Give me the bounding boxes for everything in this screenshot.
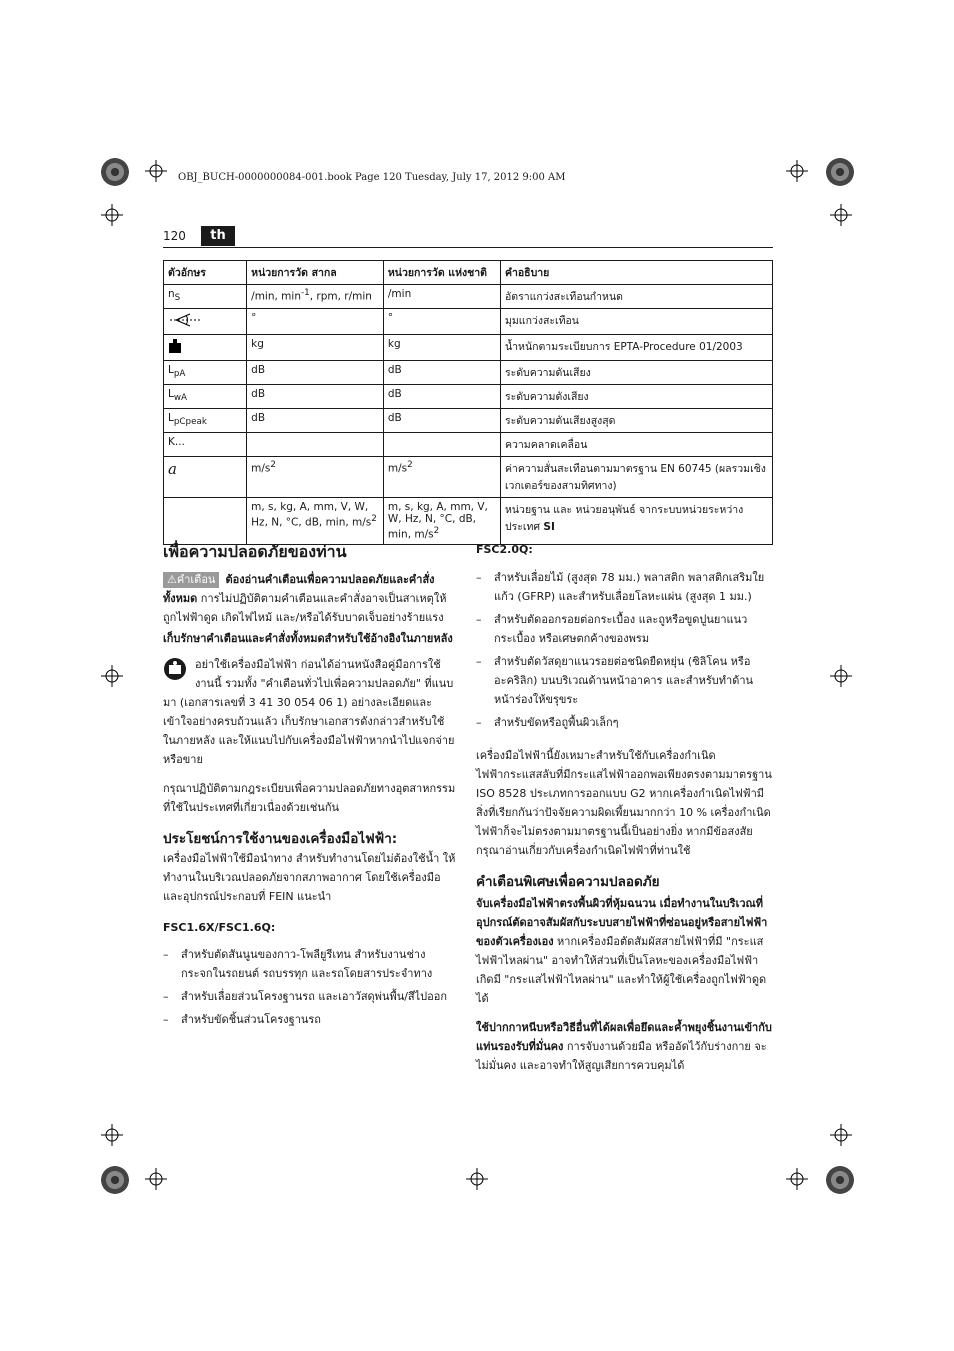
list-item: – สำหรับตัดออกรอยต่อกระเบื้อง และถูหรือขูดปูนยาแนวกระเบื้อง หรือเศษตกค้างของพรม bbox=[476, 610, 773, 648]
crosshair-mark bbox=[786, 160, 808, 182]
nat-unit: dB bbox=[383, 385, 500, 409]
table-row bbox=[164, 409, 773, 433]
symbol-sub: pCpeak bbox=[173, 417, 207, 428]
description: ความคลาดเคลื่อน bbox=[500, 433, 772, 457]
table-row bbox=[164, 309, 773, 335]
list-item: – สำหรับตัดสันนูนของกาว-โพลียูรีเทน สำหรับงานช่างกระจกในรถยนต์ รถบรรทุก และรถโดยสารประจำทาง bbox=[163, 945, 457, 983]
crosshair-mark bbox=[830, 204, 852, 226]
intl-unit: /min, min bbox=[251, 290, 301, 303]
symbol: L bbox=[168, 388, 174, 400]
oscillation-angle-icon bbox=[168, 312, 202, 328]
regulations-text: กรุณาปฏิบัติตามกฎระเบียบเพื่อความปลอดภัยทางอุตสาหกรรมที่ใช้ในประเทศที่เกี่ยวเนื่องด้วยเช่นกัน bbox=[163, 782, 456, 814]
special1-bold: จับเครื่องมือไฟฟ้าตรงพื้นผิวที่หุ้มฉนวน เมื่อทำงานในบริเวณที่อุปกรณ์ตัดอาจสัมผัสกับระบบสายไฟฟ้าที่ซ่อนอยู่หรือสายไฟฟ้าของตัวเครื่องเอง bbox=[476, 897, 768, 948]
special2-bold: ใช้ปากกาหนีบหรือวิธีอื่นที่ได้ผลเพื่อยึดและค้ำพยุงชิ้นงานเข้ากับแท่นรองรับที่มั่นคง bbox=[476, 1021, 772, 1053]
warning-badge: ⚠คำเตือน bbox=[163, 572, 219, 588]
description: ระดับความดันเสียงสูงสุด bbox=[500, 409, 772, 433]
list-item: – สำหรับขัดหรือถูพื้นผิวเล็กๆ bbox=[476, 713, 773, 732]
file-info: OBJ_BUCH-0000000084-001.book Page 120 Tuesday, July 17, 2012 9:00 AM bbox=[178, 172, 566, 183]
crosshair-mark bbox=[101, 1124, 123, 1146]
symbol: a bbox=[164, 457, 247, 498]
list-item: – สำหรับเลื่อยไม้ (สูงสุด 78 มม.) พลาสติก พลาสติกเสริมใยแก้ว (GFRP) และสำหรับเลื่อยโลหะแผ่น (สูงสุด 1 มม.) bbox=[476, 568, 773, 606]
read-manual-text: อย่าใช้เครื่องมือไฟฟ้า ก่อนได้อ่านหนังสือคู่มือการใช้งานนี้ รวมทั้ง "คำเตือนทั่วไปเพื่อความปลอดภัย" ที่แนบมา (เอกสารเลขที่ 3 41 30 054 06 1) อย่างละเอียดและเข้าใจอย่างครบถ้วนแล้ว เก็บรักษาเอกสารดังกล่าวสำหรับใช้ในภายหลัง และให้แนบไปกับเครื่องมือไฟฟ้าหากนำไปแจกจ่ายหรือขาย bbox=[163, 658, 455, 766]
model-heading: FSC1.6X/FSC1.6Q: bbox=[163, 921, 276, 934]
units-table bbox=[163, 260, 773, 545]
list-item: – สำหรับเลื่อยส่วนโครงฐานรถ และเอาวัสดุพ่นพื้น/สีไปออก bbox=[163, 987, 457, 1006]
use-text: เครื่องมือไฟฟ้าใช้มือนำทาง สำหรับทำงานโดยไม่ต้องใช้น้ำ ให้ทำงานในบริเวณปลอดภัยจากสภาพอากาศ โดยใช้เครื่องมือและอุปกรณ์ประกอบที่ FEIN แนะนำ bbox=[163, 852, 456, 903]
table-row bbox=[164, 385, 773, 409]
left-column bbox=[163, 541, 457, 1029]
table-row bbox=[164, 285, 773, 309]
description: ค่าความสั่นสะเทือนตามมาตรฐาน EN 60745 (ผลรวมเชิงเวกเตอร์ของสามทิศทาง) bbox=[500, 457, 772, 498]
header-rule bbox=[163, 247, 773, 248]
intl-unit: dB bbox=[247, 361, 384, 385]
nat-unit: dB bbox=[383, 361, 500, 385]
weight-icon bbox=[168, 338, 182, 354]
right-column bbox=[476, 540, 773, 1075]
special-title: คำเตือนพิเศษเพื่อความปลอดภัย bbox=[476, 874, 660, 890]
registration-rosette bbox=[826, 158, 854, 186]
col-header: หน่วยการวัด แห่งชาติ bbox=[383, 261, 500, 285]
symbol-sub: S bbox=[174, 293, 181, 304]
use-title: ประโยชน์การใช้งานของเครื่องมือไฟฟ้า: bbox=[163, 831, 398, 847]
crosshair-mark bbox=[830, 665, 852, 687]
list-item: – สำหรับตัดวัสดุยาแนวรอยต่อชนิดยืดหยุ่น (ซิลิโคน หรือ อะคริลิก) บนบริเวณด้านหน้าอาคาร และสำหรับทำด้านหน้าร่องให้ขรุขระ bbox=[476, 652, 773, 709]
description-bold: SI bbox=[543, 521, 555, 533]
language-tab: th bbox=[201, 226, 235, 246]
intl-unit: dB bbox=[247, 385, 384, 409]
table-row bbox=[164, 498, 773, 545]
warning-label: คำเตือน bbox=[176, 573, 216, 586]
special1-text: หากเครื่องมือตัดสัมผัสสายไฟฟ้าที่มี "กระแสไฟฟ้าไหลผ่าน" อาจทำให้ส่วนที่เป็นโลหะของเครื่องมือไฟฟ้าเกิดมี "กระแสไฟฟ้าไหลผ่าน" และทำให้ผู้ใช้เครื่องถูกไฟฟ้าดูดได้ bbox=[476, 935, 767, 1005]
symbol: K... bbox=[164, 433, 247, 457]
description: มุมแกว่งสะเทือน bbox=[500, 309, 772, 335]
symbol: L bbox=[168, 412, 174, 424]
special2-text: การจับงานด้วยมือ หรืออัดไว้กับร่างกาย จะไม่มั่นคง และอาจทำให้สูญเสียการควบคุมได้ bbox=[476, 1040, 767, 1072]
list-item: – สำหรับขัดชิ้นส่วนโครงฐานรถ bbox=[163, 1010, 457, 1029]
table-row bbox=[164, 433, 773, 457]
registration-rosette bbox=[101, 158, 129, 186]
intl-unit: m/s bbox=[251, 462, 271, 475]
col-header: ตัวอักษร bbox=[164, 261, 247, 285]
crosshair-mark bbox=[786, 1168, 808, 1190]
warning-text: การไม่ปฏิบัติตามคำเตือนและคำสั่งอาจเป็นสาเหตุให้ถูกไฟฟ้าดูด เกิดไฟไหม้ และ/หรือได้รับบาดเจ็บอย่างร้ายแรง bbox=[163, 592, 447, 624]
intl-sup: 2 bbox=[371, 514, 377, 524]
intl-sup: -1 bbox=[300, 288, 310, 298]
intl-unit bbox=[247, 433, 384, 457]
intl-unit: ° bbox=[247, 309, 384, 335]
crosshair-mark bbox=[466, 1168, 488, 1190]
nat-unit: ° bbox=[383, 309, 500, 335]
crosshair-mark bbox=[101, 204, 123, 226]
crosshair-mark bbox=[145, 1168, 167, 1190]
intl-unit: m, s, kg, A, mm, V, W, Hz, N, °C, dB, min, m/s bbox=[251, 501, 372, 529]
keep-instructions: เก็บรักษาคำเตือนและคำสั่งทั้งหมดสำหรับใช้อ้างอิงในภายหลัง bbox=[163, 632, 453, 645]
col-header: หน่วยการวัด สากล bbox=[247, 261, 384, 285]
section-title: เพื่อความปลอดภัยของท่าน bbox=[163, 542, 347, 561]
nat-unit: dB bbox=[383, 409, 500, 433]
symbol: n bbox=[168, 288, 175, 300]
symbol: L bbox=[168, 364, 174, 376]
symbol-sub: wA bbox=[173, 393, 188, 404]
description: อัตราแกว่งสะเทือนกำหนด bbox=[500, 285, 772, 309]
description: ระดับความดันเสียง bbox=[500, 361, 772, 385]
description: น้ำหนักตามระเบียบการ EPTA-Procedure 01/2003 bbox=[500, 335, 772, 361]
description: ระดับความดังเสียง bbox=[500, 385, 772, 409]
nat-sup: 2 bbox=[433, 526, 440, 536]
crosshair-mark bbox=[101, 665, 123, 687]
nat-unit bbox=[383, 433, 500, 457]
intl-tail: , rpm, r/min bbox=[309, 290, 372, 303]
crosshair-mark bbox=[145, 160, 167, 182]
nat-unit: kg bbox=[383, 335, 500, 361]
crosshair-mark bbox=[830, 1124, 852, 1146]
nat-unit: m/s bbox=[387, 462, 408, 475]
registration-rosette bbox=[826, 1166, 854, 1194]
table-row bbox=[164, 457, 773, 498]
description: หน่วยฐาน และ หน่วยอนุพันธ์ จากระบบหน่วยระหว่างประเทศ bbox=[504, 504, 744, 533]
read-manual-icon bbox=[163, 657, 187, 681]
nat-unit: /min bbox=[383, 285, 500, 309]
col-header: คำอธิบาย bbox=[500, 261, 772, 285]
nat-unit: m, s, kg, A, mm, V, W, Hz, N, °C, dB, min, m/s bbox=[387, 501, 488, 541]
page-number: 120 bbox=[163, 229, 186, 243]
generator-text: เครื่องมือไฟฟ้านี้ยังเหมาะสำหรับใช้กับเครื่องกำเนิดไฟฟ้ากระแสสลับที่มีกระแสไฟฟ้าออกพอเพียงตรงตามมาตรฐาน ISO 8528 ประเภทการออกแบบ G2 หากเครื่องกำเนิดไฟฟ้ามีสิ่งที่เรียกกันว่าปัจจัยความผิดเพี้ยนมากกว่า 10 % เครื่องกำเนิดไฟฟ้าก็จะไม่ตรงตามมาตรฐานนี้เป็นอย่างยิ่ง หากมีข้อสงสัย กรุณาอ่านเกี่ยวกับเครื่องกำเนิดไฟฟ้าที่ท่านใช้ bbox=[476, 749, 772, 857]
intl-sup: 2 bbox=[270, 460, 276, 470]
table-row bbox=[164, 361, 773, 385]
registration-rosette bbox=[101, 1166, 129, 1194]
model-heading: FSC2.0Q: bbox=[476, 543, 533, 556]
table-header-row bbox=[164, 261, 773, 285]
warning-bold: ต้องอ่านคำเตือนเพื่อความปลอดภัยและคำสั่งทั้งหมด bbox=[163, 573, 435, 605]
nat-sup: 2 bbox=[407, 460, 413, 470]
intl-unit: dB bbox=[247, 409, 384, 433]
symbol-sub: pA bbox=[173, 369, 186, 380]
intl-unit: kg bbox=[247, 335, 384, 361]
table-row bbox=[164, 335, 773, 361]
